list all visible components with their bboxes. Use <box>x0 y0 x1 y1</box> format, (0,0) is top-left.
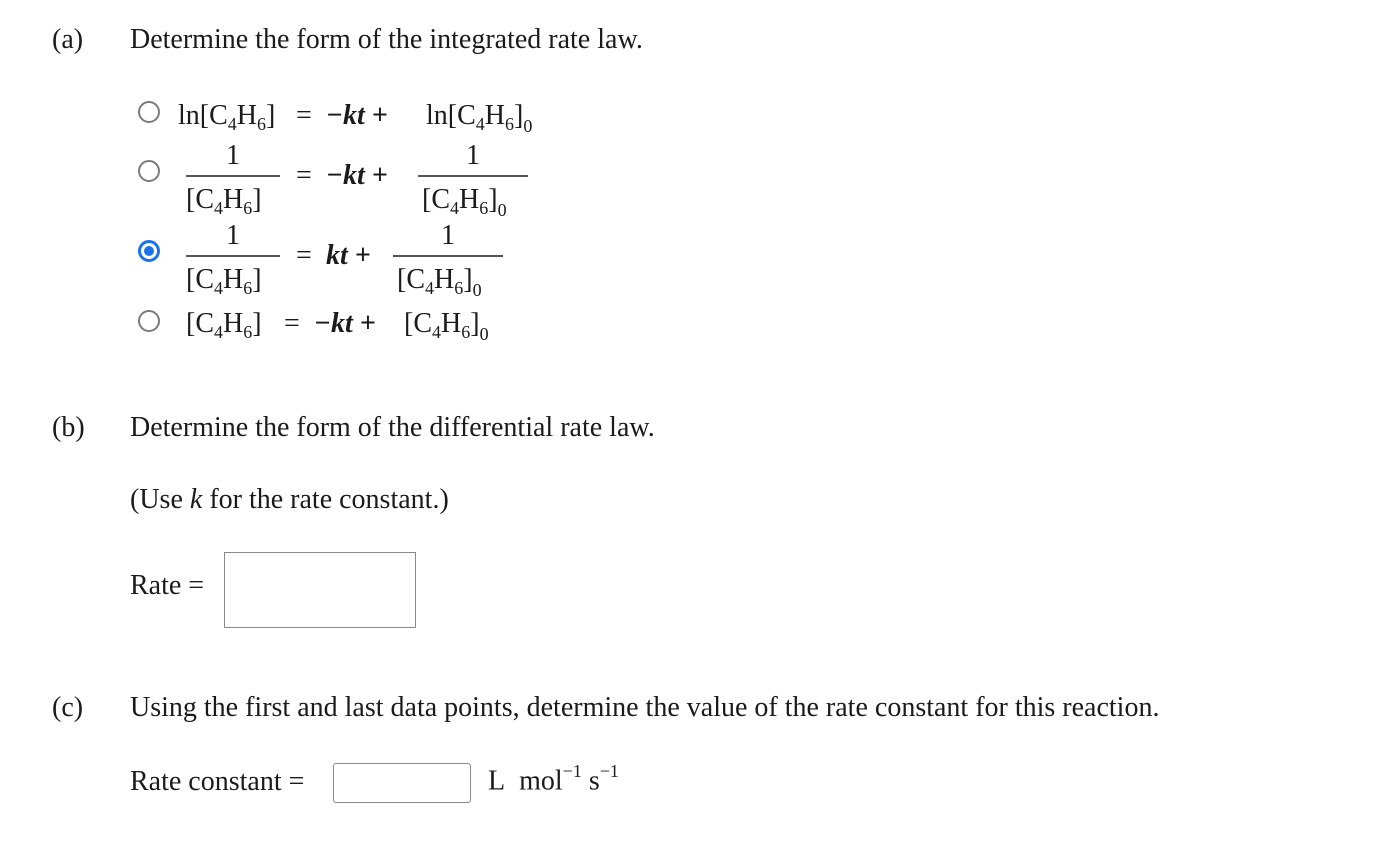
svg-text:[C4H6]: $[C_4H_6]$ <box>186 308 262 342</box>
rate-label: Rate = <box>130 570 205 601</box>
svg-text:ln[C4H6]: $\ln[C_4H_6]$ <box>178 100 276 134</box>
equation-zero-order[interactable] <box>178 300 558 350</box>
svg-text:1: 1 <box>466 140 480 171</box>
part-c-prompt: Using the first and last data points, determine the value of the rate constant for this reaction. <box>130 692 1160 723</box>
radio-option-second-order-negative[interactable] <box>138 160 160 182</box>
radio-option-first-order[interactable] <box>138 101 160 123</box>
part-a-prompt: Determine the form of the integrated rate law. <box>130 24 643 55</box>
ln-fn: ln <box>178 100 200 131</box>
svg-text:[C4H6]: $[C_4H_6]$ <box>186 184 262 218</box>
svg-text:=: = <box>296 100 312 131</box>
svg-text:kt +: kt + <box>326 240 371 271</box>
part-b-prompt: Determine the form of the differential rate law. <box>130 412 655 443</box>
svg-text:=: = <box>284 308 300 339</box>
rate-constant-label: Rate constant = <box>130 766 305 797</box>
radio-option-zero-order[interactable] <box>138 310 160 332</box>
radio-option-second-order[interactable] <box>138 240 160 262</box>
part-b-label: (b) <box>52 412 85 443</box>
equation-second-order-negative[interactable] <box>178 138 558 228</box>
equation-first-order[interactable] <box>178 92 598 142</box>
svg-text:−kt +: −kt + <box>326 160 388 191</box>
part-b-hint: (Use k for the rate constant.) <box>130 484 449 515</box>
equation-second-order[interactable] <box>178 218 538 308</box>
svg-text:=: = <box>296 240 312 271</box>
part-c-label: (c) <box>52 692 84 723</box>
rate-input[interactable] <box>224 552 416 628</box>
rate-constant-input[interactable] <box>333 763 471 803</box>
svg-text:−kt +: −kt + <box>314 308 376 339</box>
svg-text:[C4H6]0: $[C_4H_6]_0$ <box>397 264 482 300</box>
svg-text:1: 1 <box>441 220 455 251</box>
svg-text:1: 1 <box>226 140 240 171</box>
svg-text:[C4H6]0: $[C_4H_6]_0$ <box>422 184 507 220</box>
svg-text:ln[C4H6]0: $\ln[C_4H_6]_0$ <box>426 100 533 136</box>
svg-text:1: 1 <box>226 220 240 251</box>
rate-constant-unit: L mol$^{-1}$ $s^{-1}$ <box>488 761 619 797</box>
svg-text:[C4H6]0: $[C_4H_6]_0$ <box>404 308 489 344</box>
svg-text:=: = <box>296 160 312 191</box>
part-a-label: (a) <box>52 24 84 55</box>
svg-text:−kt +: −kt + <box>326 100 388 131</box>
svg-text:[C4H6]: $[C_4H_6]$ <box>186 264 262 298</box>
